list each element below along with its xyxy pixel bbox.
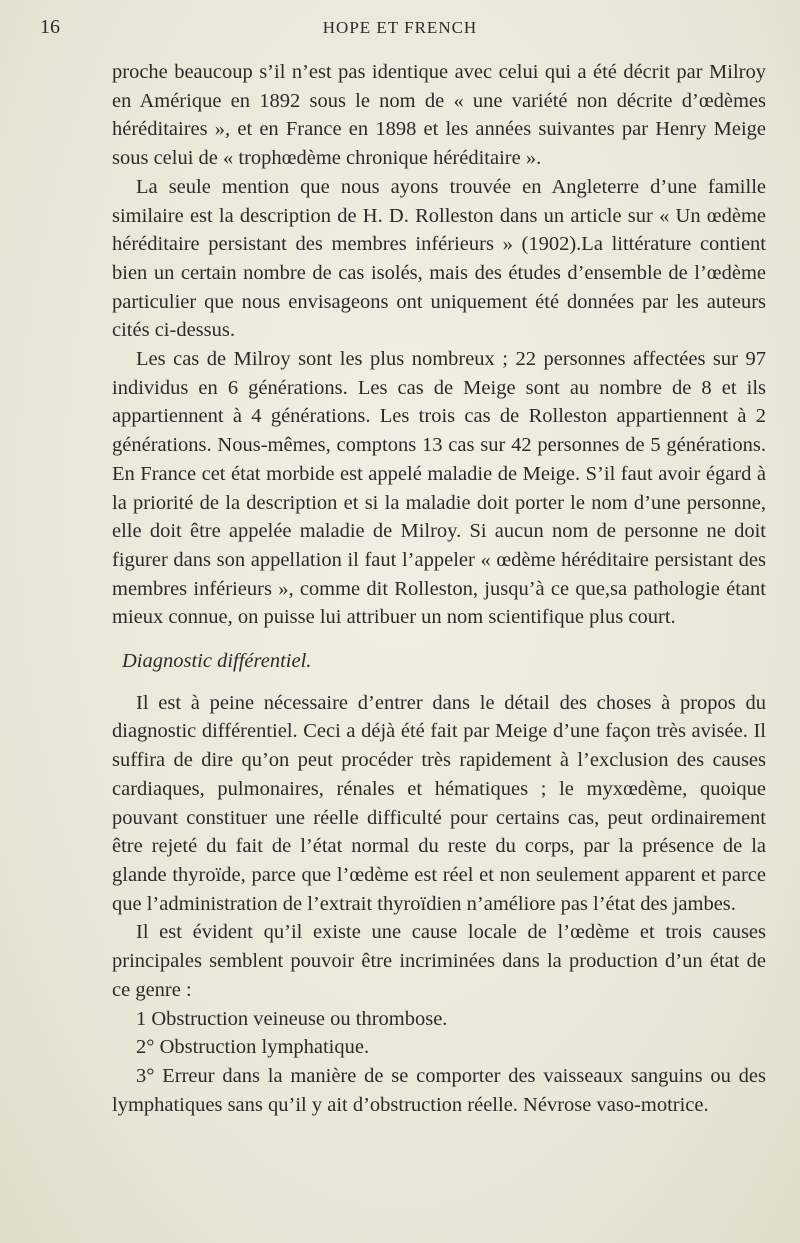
paragraph: Il est à peine nécessaire d’entrer dans le détail des choses à propos du diagnostic différentiel. Ceci a déjà été fait par Meige d’une façon très avisée. Il suffira de dire qu’on peut procéder très rapidement à l’exclusion des causes cardiaques, pulmonaires, rénales et hématiques ; le myxœdème, quoique pouvant constituer une réelle difficulté pour certains cas, peut ordinairement être rejeté du fait de l’état normal du reste du corps, par la présence de la glande thyroïde, parce que l’œdème est réel et non seulement apparent et parce que l’administration de l’extrait thyroïdien n’améliore pas l’état des jambes. <box>112 691 766 915</box>
list-item: 1 Obstruction veineuse ou thrombose. <box>136 1007 448 1030</box>
paragraph: Les cas de Milroy sont les plus nombreux ; 22 personnes affectées sur 97 individus en 6 générations. Les cas de Meige sont au nombre de 8 et ils appartiennent à 4 générations. Les trois cas de Rolleston appartiennent à 2 générations. Nous-mêmes, comptons 13 cas sur 42 personnes de 5 générations. En France cet état morbide est appelé maladie de Meige. S’il faut avoir égard à la priorité de la description et si la maladie doit porter le nom d’une personne, elle doit être appelée maladie de Milroy. Si aucun nom de personne ne doit figurer dans son appellation il faut l’appeler « œdème héréditaire persistant des membres inférieurs », comme dit Rolleston, jusqu’à ce que,sa pathologie étant mieux connue, on puisse lui attribuer un nom scientifique plus court. <box>112 348 766 629</box>
page-header <box>40 16 760 38</box>
paragraph: La seule mention que nous ayons trouvée en Angleterre d’une famille similaire est la description de H. D. Rolleston dans un article sur « Un œdème héréditaire persistant des membres inférieurs » (1902).La littérature contient bien un certain nombre de cas isolés, mais des études d’ensemble de l’œdème particulier que nous envisageons ont uniquement été données par les auteurs cités ci-dessus. <box>112 175 766 342</box>
body-text <box>112 58 766 1119</box>
section-heading: Diagnostic différentiel. <box>122 650 312 673</box>
list-item: 3° Erreur dans la manière de se comporter des vaisseaux sanguins ou des lymphatiques sans qu’il y ait d’obstruction réelle. Névrose vaso-motrice. <box>112 1064 766 1116</box>
page-number: 16 <box>40 16 60 38</box>
paragraph: proche beaucoup s’il n’est pas identique avec celui qui a été décrit par Milroy en Amérique en 1892 sous le nom de « une variété non décrite d’œdèmes héréditaires », et en France en 1898 et les années suivantes par Henry Meige sous celui de « trophœdème chronique héréditaire ». <box>112 61 766 170</box>
running-title: HOPE ET FRENCH <box>322 18 478 37</box>
list-item: 2° Obstruction lymphatique. <box>136 1036 370 1059</box>
paragraph: Il est évident qu’il existe une cause locale de l’œdème et trois causes principales semblent pouvoir être incriminées dans la production d’un état de ce genre : <box>112 921 766 1001</box>
